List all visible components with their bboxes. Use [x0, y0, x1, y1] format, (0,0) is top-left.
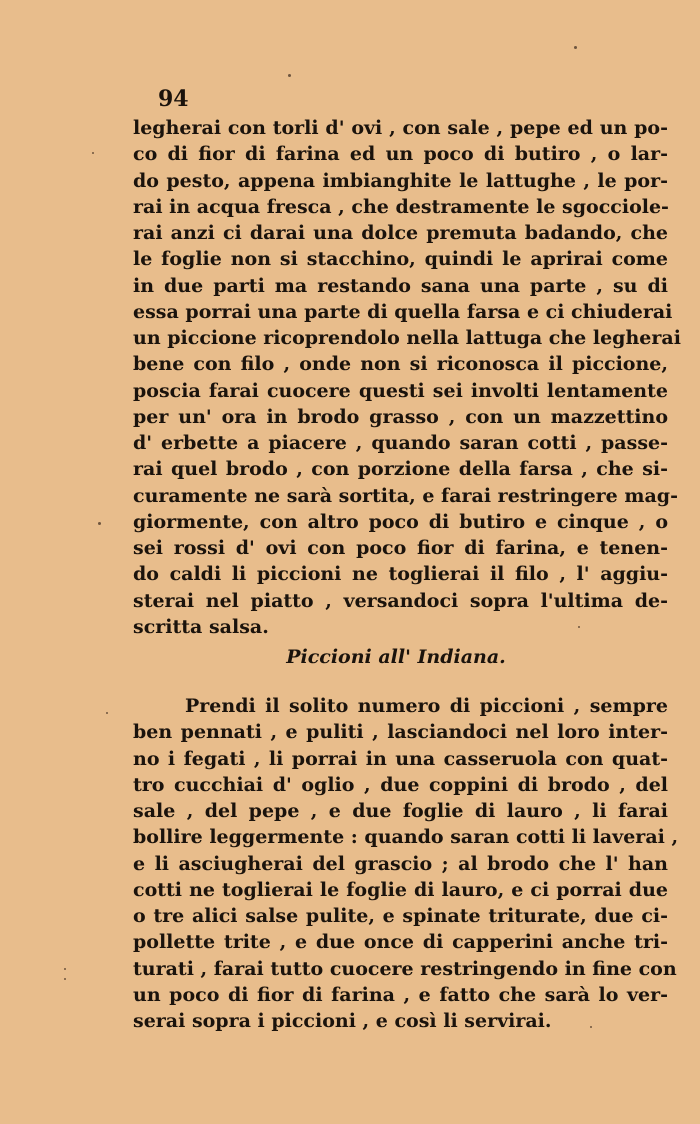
text-line: serai sopra i piccioni , e così li servirai. [133, 1010, 552, 1032]
text-line: essa porrai una parte di quella farsa e ci chiuderai [133, 300, 673, 323]
paper-speck [98, 522, 101, 525]
text-line: rai anzi ci darai una dolce premuta badando, che [133, 222, 668, 244]
text-line: sterai nel piatto , versandoci sopra l'ultima de- [133, 589, 668, 612]
paper-speck [578, 626, 580, 628]
text-line: poscia farai cuocere questi sei involti lentamente [133, 379, 668, 402]
text-line: pollette trite , e due once di capperini anche tri- [133, 931, 668, 954]
text-line: bene con filo , onde non si riconosca il piccione, [133, 353, 668, 376]
text-line: bollire leggermente : quando saran cotti li laverai , [133, 826, 679, 849]
text-line: in due parti ma restando sana una parte , su di [133, 274, 668, 297]
text-line: co di fior di farina ed un poco di butiro , o lar- [133, 143, 668, 166]
paper-speck [92, 152, 94, 154]
paper-speck [574, 46, 577, 49]
paper-speck [64, 978, 66, 980]
text-line: per un' ora in brodo grasso , con un mazzettino [133, 405, 668, 428]
text-line: sei rossi d' ovi con poco fior di farina, e tenen- [133, 537, 668, 559]
text-line: curamente ne sarà sortita, e farai restringere mag- [133, 484, 678, 507]
text-line: cotti ne toglierai le foglie di lauro, e ci porrai due [133, 878, 668, 901]
text-line: sale , del pepe , e due foglie di lauro , li farai [133, 800, 668, 822]
text-line: do pesto, appena imbianghite le lattughe , le por- [133, 169, 668, 192]
paper-speck [288, 74, 291, 77]
paper-speck [590, 1026, 592, 1028]
text-line: turati , farai tutto cuocere restringendo in fine con [133, 957, 677, 980]
text-line: rai quel brodo , con porzione della farsa , che si- [133, 458, 668, 481]
page-number: 94 [158, 86, 189, 112]
text-line: tro cucchiai d' oglio , due coppini di brodo , del [133, 773, 668, 796]
text-line: rai in acqua fresca , che destramente le sgocciole- [133, 195, 669, 218]
text-line: giormente, con altro poco di butiro e cinque , o [133, 510, 668, 533]
text-line: Prendi il solito numero di piccioni , sempre [185, 695, 668, 717]
text-line: legherai con torli d' ovi , con sale , pepe ed un po- [133, 117, 668, 139]
text-line: e li asciugherai del grascio ; al brodo che l' han [133, 852, 668, 875]
paper-speck [64, 968, 66, 970]
paper-speck [106, 712, 108, 714]
paragraph-piccioni-all-indiana [133, 693, 679, 1034]
text-line: scritta salsa. [133, 615, 269, 638]
text-line: ben pennati , e puliti , lasciandoci nel loro inter- [133, 721, 668, 744]
text-line: o tre alici salse pulite, e spinate triturate, due ci- [133, 905, 668, 927]
paragraph-previous-recipe [133, 115, 681, 640]
recipe-title: Piccioni all' Indiana. [286, 646, 506, 668]
text-line: le foglie non si stacchino, quindi le aprirai come [133, 248, 668, 271]
text-line: un piccione ricoprendolo nella lattuga che legherai [133, 327, 681, 349]
text-line: un poco di fior di farina , e fatto che sarà lo ver- [133, 983, 668, 1006]
text-line: do caldi li piccioni ne toglierai il filo , l' aggiu- [133, 563, 668, 586]
text-line: no i fegati , li porrai in una casseruola con quat- [133, 747, 668, 770]
text-line: d' erbette a piacere , quando saran cotti , passe- [133, 432, 668, 454]
